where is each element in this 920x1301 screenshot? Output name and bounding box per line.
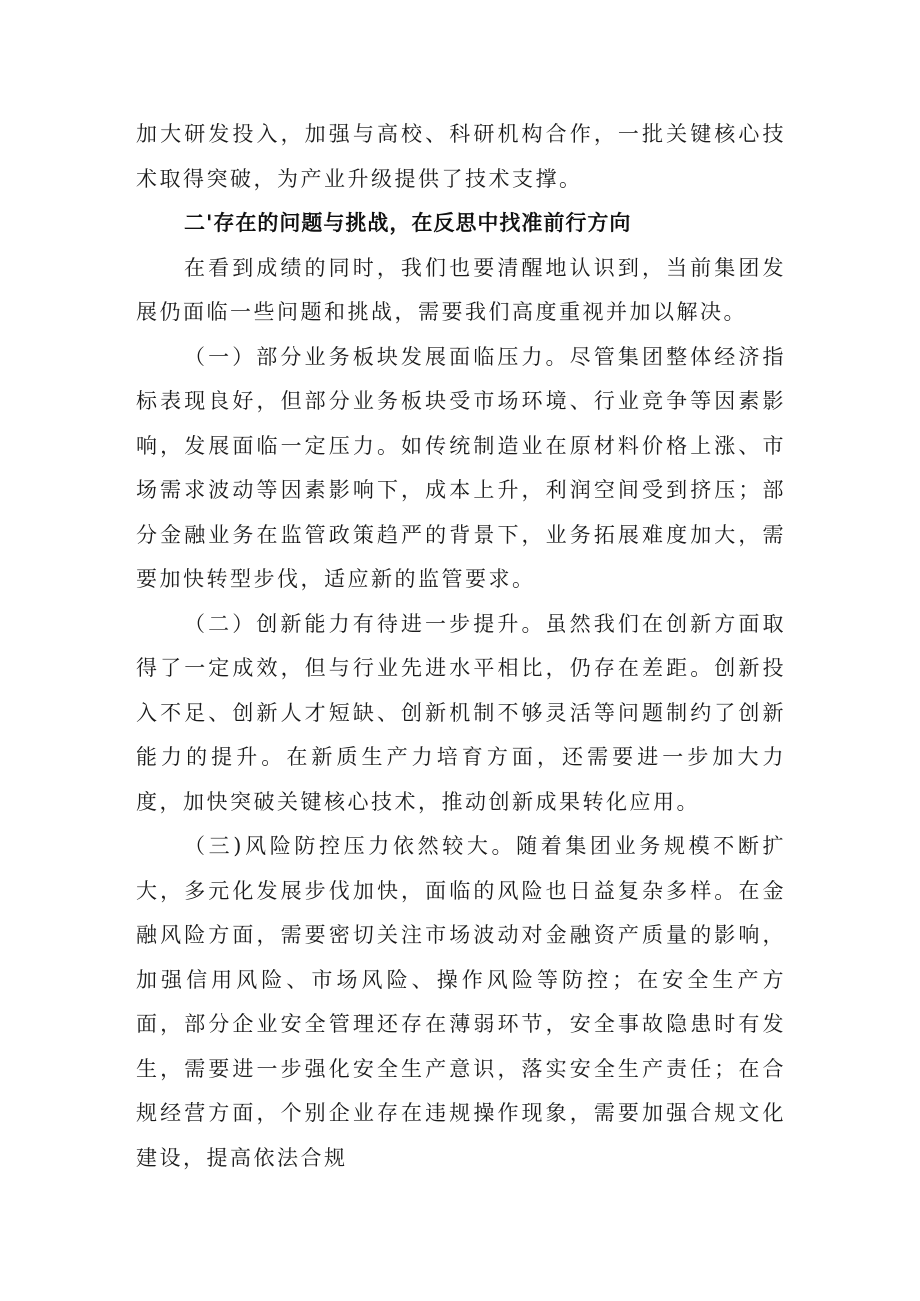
document-body xyxy=(136,112,786,1180)
paragraph-intro: 在看到成绩的同时，我们也要清醒地认识到，当前集团发展仍面临一些问题和挑战，需要我们高度重视并加以解决。 xyxy=(136,255,786,324)
paragraph-item-2: （二）创新能力有待进一步提升。虽然我们在创新方面取得了一定成效，但与行业先进水平相比，仍存在差距。创新投入不足、创新人才短缺、创新机制不够灵活等问题制约了创新能力的提升。在新质生产力培育方面，还需要进一步加大力度，加快突破关键核心技术，推动创新成果转化应用。 xyxy=(136,611,786,814)
section-heading: 二'存在的问题与挑战，在反思中找准前行方向 xyxy=(184,211,632,235)
paragraph-continuation: 加大研发投入，加强与高校、科研机构合作，一批关键核心技术取得突破，为产业升级提供了技术支撑。 xyxy=(136,122,786,191)
paragraph-item-3: （三)风险防控压力依然较大。随着集团业务规模不断扩大，多元化发展步伐加快，面临的风险也日益复杂多样。在金融风险方面，需要密切关注市场波动对金融资产质量的影响，加强信用风险、市场风险、操作风险等防控；在安全生产方面，部分企业安全管理还存在薄弱环节，安全事故隐患时有发生，需要进一步强化安全生产意识，落实安全生产责任；在合规经营方面，个别企业存在违规操作现象，需要加强合规文化建设，提高依法合规 xyxy=(136,834,786,1170)
paragraph-item-1: （一）部分业务板块发展面临压力。尽管集团整体经济指标表现良好，但部分业务板块受市场环境、行业竞争等因素影响，发展面临一定压力。如传统制造业在原材料价格上涨、市场需求波动等因素影响下，成本上升，利润空间受到挤压；部分金融业务在监管政策趋严的背景下，业务拓展难度加大，需要加快转型步伐，适应新的监管要求。 xyxy=(136,344,786,591)
